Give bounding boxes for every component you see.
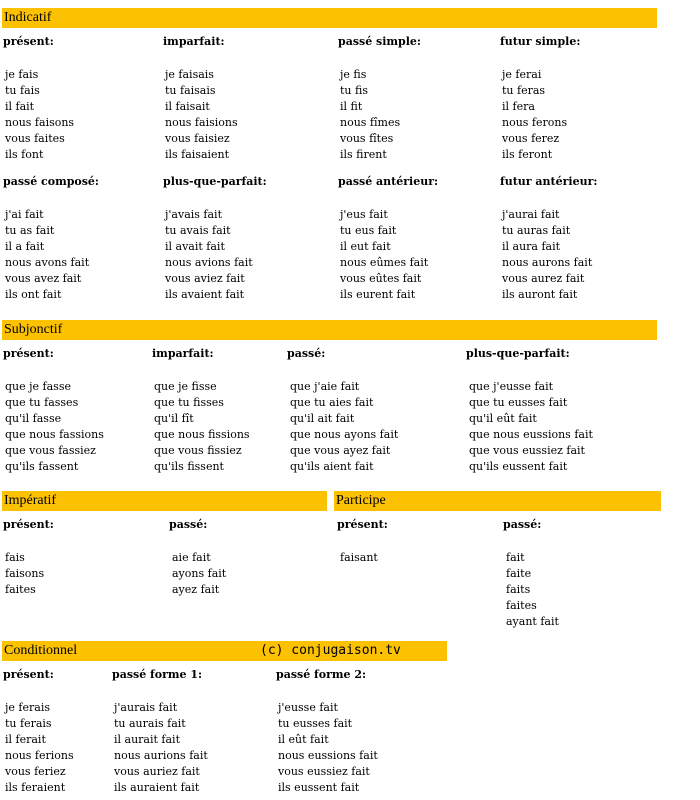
conjugation-column: [278, 700, 378, 796]
conjugation-form: vous eûtes fait: [340, 272, 422, 285]
conjugation-column: [165, 67, 238, 163]
conjugation-form: ils firent: [340, 148, 387, 161]
conjugation-form: ils avaient fait: [165, 288, 245, 301]
section-bar-conditionnel: [2, 641, 447, 661]
conjugation-form: nous faisons: [5, 116, 75, 129]
conjugation-form: que nous ayons fait: [290, 428, 399, 441]
conjugation-form: vous avez fait: [5, 272, 82, 285]
conjugation-form: ils feront: [502, 148, 553, 161]
conjugation-column: [340, 550, 378, 566]
section-bar-subjonctif: [2, 320, 657, 340]
conjugation-form: ils eurent fait: [340, 288, 416, 301]
conjugation-form: ils ont fait: [5, 288, 62, 301]
conjugation-form: il a fait: [5, 240, 45, 253]
conjugation-form: nous faisions: [165, 116, 238, 129]
conjugation-form: ils faisaient: [165, 148, 230, 161]
conjugation-form: vous eussiez fait: [278, 765, 370, 778]
tense-header: présent:: [337, 518, 388, 531]
conjugation-form: il eut fait: [340, 240, 391, 253]
conjugation-form: il avait fait: [165, 240, 225, 253]
conjugation-column: [290, 379, 398, 475]
conjugation-form: ils eussent fait: [278, 781, 360, 794]
conjugation-form: je ferais: [5, 701, 50, 714]
tense-header: présent:: [3, 668, 54, 681]
section-bar-imperatif: [2, 491, 327, 511]
conjugation-column: [469, 379, 593, 475]
section-bar-indicatif: [2, 8, 657, 28]
section-title: Impératif: [4, 493, 57, 508]
conjugation-form: qu'il fasse: [5, 412, 62, 425]
conjugation-form: vous fîtes: [340, 132, 394, 145]
section-title: Participe: [336, 493, 386, 508]
conjugation-form: je fais: [5, 68, 39, 81]
conjugation-form: tu eusses fait: [278, 717, 353, 730]
conjugation-form: il aurait fait: [114, 733, 180, 746]
conjugation-form: vous aviez fait: [165, 272, 245, 285]
conjugation-form: je faisais: [165, 68, 214, 81]
conjugation-form: qu'il fît: [154, 412, 194, 425]
conjugation-form: qu'ils aient fait: [290, 460, 374, 473]
conjugation-form: nous fîmes: [340, 116, 401, 129]
conjugation-form: j'aurai fait: [502, 208, 560, 221]
conjugation-form: ils feraient: [5, 781, 66, 794]
conjugation-form: qu'ils eussent fait: [469, 460, 568, 473]
tense-header: passé forme 1:: [112, 668, 203, 681]
conjugation-form: nous aurions fait: [114, 749, 208, 762]
conjugation-column: [502, 207, 592, 303]
conjugation-form: faites: [506, 599, 537, 612]
conjugation-column: [172, 550, 226, 598]
conjugation-form: nous ferons: [502, 116, 568, 129]
conjugation-form: que tu aies fait: [290, 396, 374, 409]
tense-header: futur antérieur:: [500, 175, 598, 188]
conjugation-column: [165, 207, 253, 303]
conjugation-column: [5, 207, 89, 303]
conjugation-column: [506, 550, 559, 630]
conjugation-form: tu fis: [340, 84, 368, 97]
conjugation-form: faisant: [340, 551, 378, 564]
conjugation-form: tu avais fait: [165, 224, 231, 237]
conjugation-column: [502, 67, 567, 163]
tense-header: plus-que-parfait:: [163, 175, 267, 188]
section-title: Subjonctif: [4, 322, 63, 337]
conjugation-form: il fait: [5, 100, 35, 113]
conjugation-form: nous eûmes fait: [340, 256, 429, 269]
conjugation-form: que j'eusse fait: [469, 380, 554, 393]
conjugation-form: tu eus fait: [340, 224, 397, 237]
tense-header: passé:: [503, 518, 542, 531]
conjugation-form: que tu fisses: [154, 396, 224, 409]
tense-header: plus-que-parfait:: [466, 347, 570, 360]
conjugation-form: tu feras: [502, 84, 546, 97]
tense-header: passé:: [287, 347, 326, 360]
tense-header: futur simple:: [500, 35, 581, 48]
conjugation-form: que je fasse: [5, 380, 71, 393]
conjugation-form: j'ai fait: [5, 208, 44, 221]
conjugation-form: ils font: [5, 148, 44, 161]
conjugation-form: je fis: [340, 68, 367, 81]
tense-header: présent:: [3, 518, 54, 531]
section-bar-participe: [334, 491, 661, 511]
conjugation-form: que je fisse: [154, 380, 217, 393]
conjugation-form: ils auront fait: [502, 288, 578, 301]
tense-header: passé simple:: [338, 35, 421, 48]
tense-header: imparfait:: [152, 347, 214, 360]
conjugation-form: j'aurais fait: [114, 701, 178, 714]
conjugation-form: tu aurais fait: [114, 717, 186, 730]
conjugation-column: [5, 379, 104, 475]
conjugation-form: il faisait: [165, 100, 210, 113]
conjugation-form: nous aurons fait: [502, 256, 593, 269]
conjugation-form: nous avons fait: [5, 256, 90, 269]
conjugation-form: que nous fassions: [5, 428, 104, 441]
tense-header: passé forme 2:: [276, 668, 367, 681]
conjugation-form: qu'ils fissent: [154, 460, 224, 473]
tense-header: présent:: [3, 35, 54, 48]
conjugation-form: ils auraient fait: [114, 781, 200, 794]
conjugation-form: que vous fassiez: [5, 444, 96, 457]
conjugation-form: nous ferions: [5, 749, 74, 762]
conjugation-form: ayant fait: [506, 615, 559, 628]
conjugation-form: vous faisiez: [165, 132, 230, 145]
conjugation-column: [340, 67, 400, 163]
conjugation-form: faites: [5, 583, 36, 596]
conjugation-form: il eût fait: [278, 733, 329, 746]
conjugation-form: faite: [506, 567, 532, 580]
conjugation-form: qu'ils fassent: [5, 460, 79, 473]
conjugation-form: nous eussions fait: [278, 749, 378, 762]
tense-header: passé composé:: [3, 175, 99, 188]
conjugation-form: vous auriez fait: [114, 765, 200, 778]
conjugation-form: tu as fait: [5, 224, 55, 237]
conjugation-form: il aura fait: [502, 240, 561, 253]
conjugation-form: que vous eussiez fait: [469, 444, 585, 457]
conjugation-form: je ferai: [502, 68, 542, 81]
conjugation-form: tu ferais: [5, 717, 52, 730]
tense-header: imparfait:: [163, 35, 225, 48]
conjugation-form: que vous fissiez: [154, 444, 242, 457]
conjugation-form: fait: [506, 551, 525, 564]
copyright-notice: (c) conjugaison.tv: [260, 643, 401, 658]
conjugation-form: il fera: [502, 100, 535, 113]
conjugation-form: qu'il eût fait: [469, 412, 537, 425]
conjugation-column: [5, 67, 74, 163]
conjugation-form: j'avais fait: [165, 208, 222, 221]
conjugation-form: vous faites: [5, 132, 65, 145]
conjugation-form: tu faisais: [165, 84, 216, 97]
conjugation-form: il fit: [340, 100, 363, 113]
conjugation-form: qu'il ait fait: [290, 412, 355, 425]
tense-header: présent:: [3, 347, 54, 360]
conjugation-form: que nous eussions fait: [469, 428, 593, 441]
conjugation-form: j'eus fait: [340, 208, 388, 221]
conjugation-form: j'eusse fait: [278, 701, 338, 714]
section-title: Conditionnel: [4, 643, 78, 658]
conjugation-form: nous avions fait: [165, 256, 253, 269]
conjugation-form: tu fais: [5, 84, 40, 97]
conjugation-form: aie fait: [172, 551, 211, 564]
conjugation-column: [154, 379, 250, 475]
conjugation-form: que j'aie fait: [290, 380, 360, 393]
conjugation-form: faisons: [5, 567, 45, 580]
conjugation-form: que tu eusses fait: [469, 396, 568, 409]
conjugation-column: [5, 700, 74, 796]
conjugation-form: vous feriez: [5, 765, 66, 778]
conjugation-form: tu auras fait: [502, 224, 571, 237]
tense-header: passé:: [169, 518, 208, 531]
conjugation-form: ayez fait: [172, 583, 220, 596]
conjugation-form: ayons fait: [172, 567, 227, 580]
conjugation-form: vous aurez fait: [502, 272, 585, 285]
conjugation-column: [114, 700, 208, 796]
conjugation-form: vous ferez: [502, 132, 560, 145]
conjugation-form: fais: [5, 551, 25, 564]
conjugation-column: [340, 207, 428, 303]
conjugation-form: il ferait: [5, 733, 46, 746]
section-title: Indicatif: [4, 10, 52, 25]
conjugation-form: faits: [506, 583, 531, 596]
conjugation-form: que vous ayez fait: [290, 444, 391, 457]
conjugation-column: [5, 550, 44, 598]
tense-header: passé antérieur:: [338, 175, 439, 188]
conjugation-form: que tu fasses: [5, 396, 79, 409]
conjugation-form: que nous fissions: [154, 428, 250, 441]
